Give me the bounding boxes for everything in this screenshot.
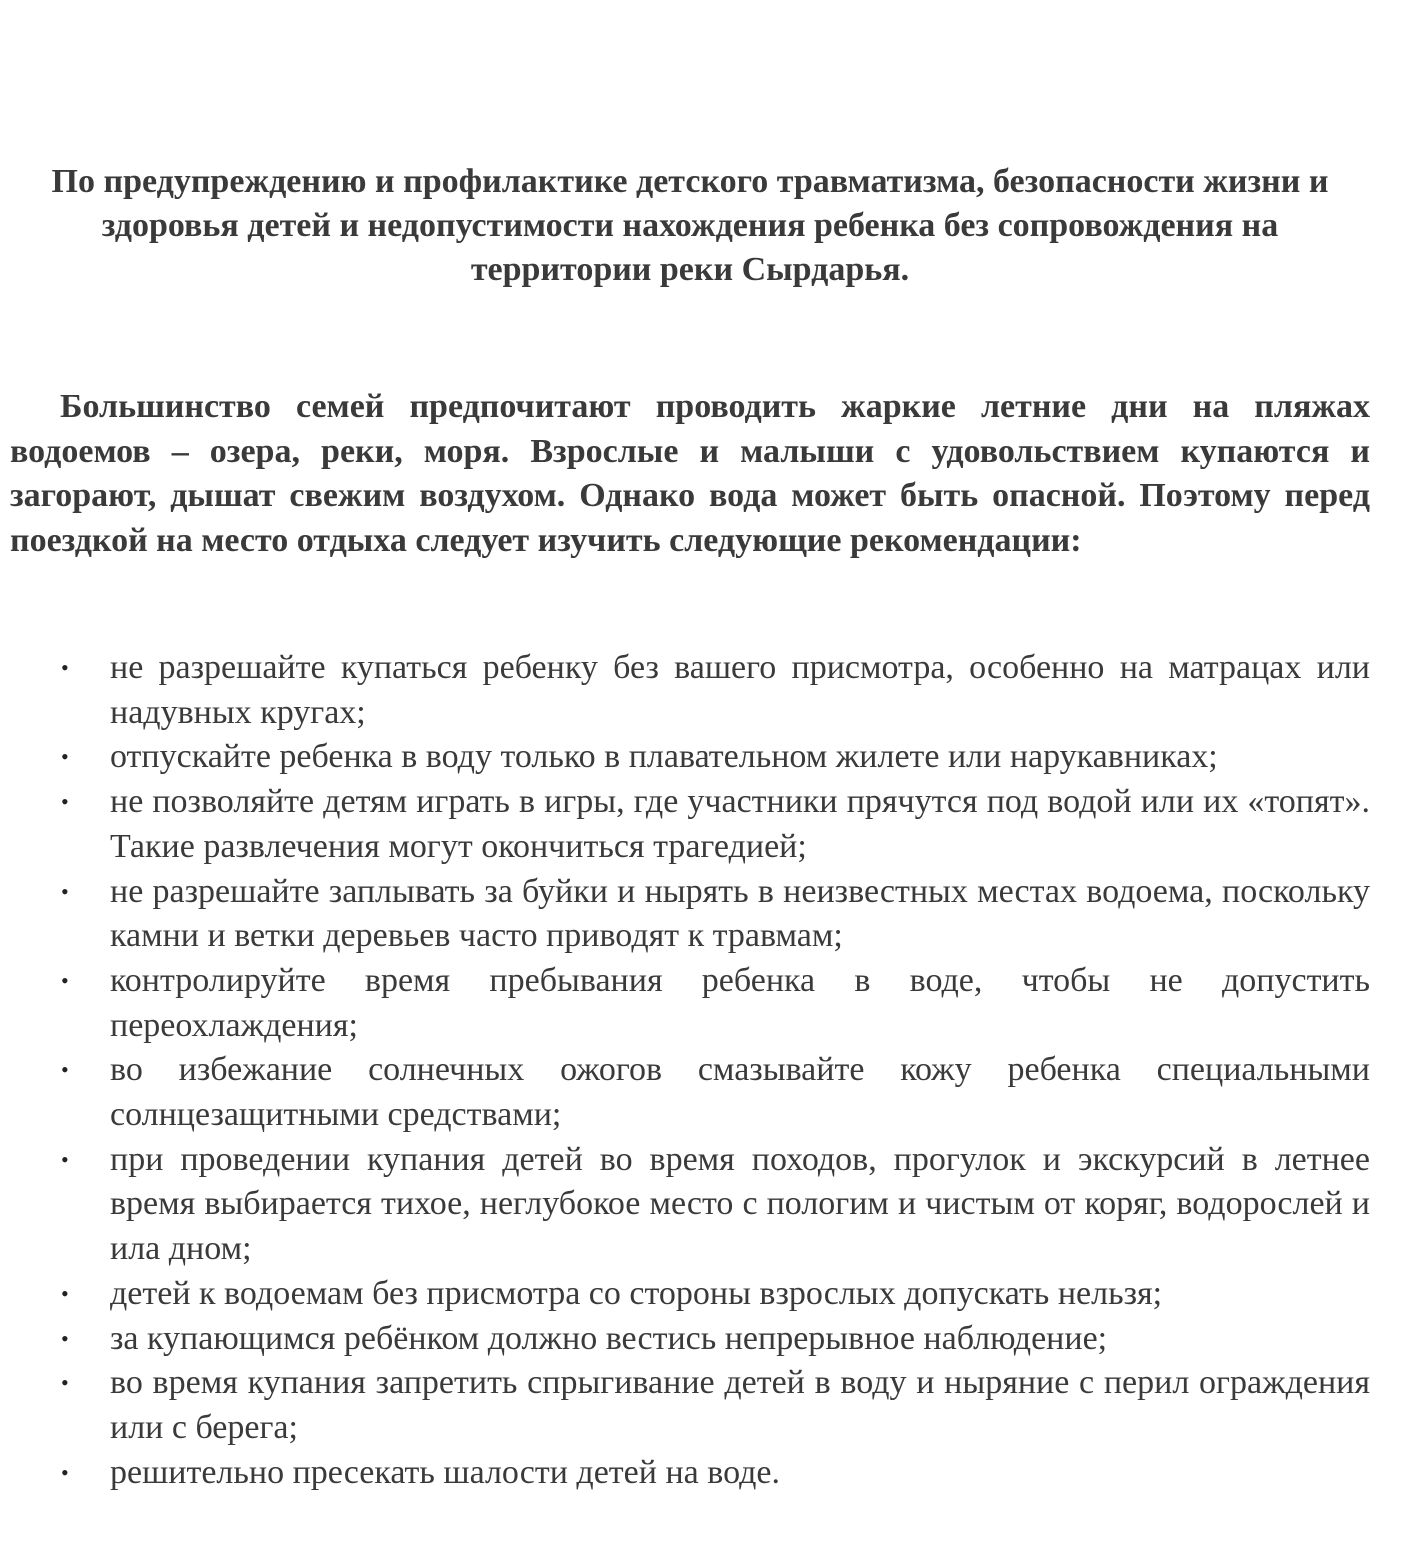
bullet-icon: • xyxy=(61,1370,69,1396)
list-item xyxy=(61,959,1370,1048)
bullet-icon: • xyxy=(61,878,69,904)
list-item-text: решительно пресекать шалости детей на воде. xyxy=(110,1453,780,1491)
intro-paragraph: Большинство семей предпочитают проводить жаркие летние дни на пляжах водоемов – озера, реки, моря. Взрослые и малыши с удовольствием купаются и загорают, дышат свежим воздухом. Однако вода может быть опасной. Поэтому перед поездкой на место отдыха следует изучить следующие рекомендации: xyxy=(10,388,1370,559)
bullet-icon: • xyxy=(61,655,69,680)
list-item-text: отпускайте ребенка в воду только в плавательном жилете или нарукавниках; xyxy=(110,738,1218,776)
bullet-icon: • xyxy=(61,789,69,815)
list-item xyxy=(61,1451,1370,1496)
list-item xyxy=(61,735,1370,780)
list-item xyxy=(61,870,1370,959)
list-item-text: контролируйте время пребывания ребенка в воде, чтобы не допустить переохлаждения; xyxy=(110,961,1370,1044)
bullet-icon: • xyxy=(61,1057,69,1083)
bullet-icon: • xyxy=(61,1280,69,1306)
list-item-text: во время купания запретить спрыгивание детей в воду и ныряние с перил ограждения или с берега; xyxy=(110,1364,1370,1446)
list-item xyxy=(61,1272,1370,1317)
bullet-icon: • xyxy=(61,744,69,770)
list-item-text: детей к водоемам без присмотра со стороны взрослых допускать нельзя; xyxy=(110,1274,1163,1312)
list-item-text: не позволяйте детям играть в игры, где участники прячутся под водой или их «топят». Такие развлечения могут окончиться трагедией; xyxy=(110,783,1370,865)
list-item xyxy=(61,1048,1370,1137)
document-title: По предупреждению и профилактике детского травматизма, безопасности жизни и здоровья детей и недопустимости нахождения ребенка без сопровождения на территории реки Сырдарья. xyxy=(51,163,1329,288)
list-item xyxy=(61,1361,1370,1450)
list-item xyxy=(61,1138,1370,1272)
recommendations-list xyxy=(61,646,1370,1495)
bullet-icon: • xyxy=(61,1325,69,1351)
list-item-text: не разрешайте заплывать за буйки и нырять в неизвестных местах водоема, поскольку камни и ветки деревьев часто приводят к травмам; xyxy=(110,872,1370,955)
list-item xyxy=(61,780,1370,869)
list-item-text: при проведении купания детей во время походов, прогулок и экскурсий в летнее время выбирается тихое, неглубокое место с пологим и чистым от коряг, водорослей и ила дном; xyxy=(110,1140,1370,1268)
bullet-icon: • xyxy=(61,1146,69,1172)
list-item-text: во избежание солнечных ожогов смазывайте кожу ребенка специальными солнцезащитными средствами; xyxy=(110,1051,1370,1134)
bullet-icon: • xyxy=(61,1459,69,1485)
list-item-text: за купающимся ребёнком должно вестись непрерывное наблюдение; xyxy=(110,1319,1108,1357)
list-item xyxy=(61,1317,1370,1362)
list-item-text: не разрешайте купаться ребенку без вашего присмотра, особенно на матрацах или надувных кругах; xyxy=(110,649,1370,731)
bullet-icon: • xyxy=(61,967,69,993)
list-item xyxy=(61,646,1370,735)
